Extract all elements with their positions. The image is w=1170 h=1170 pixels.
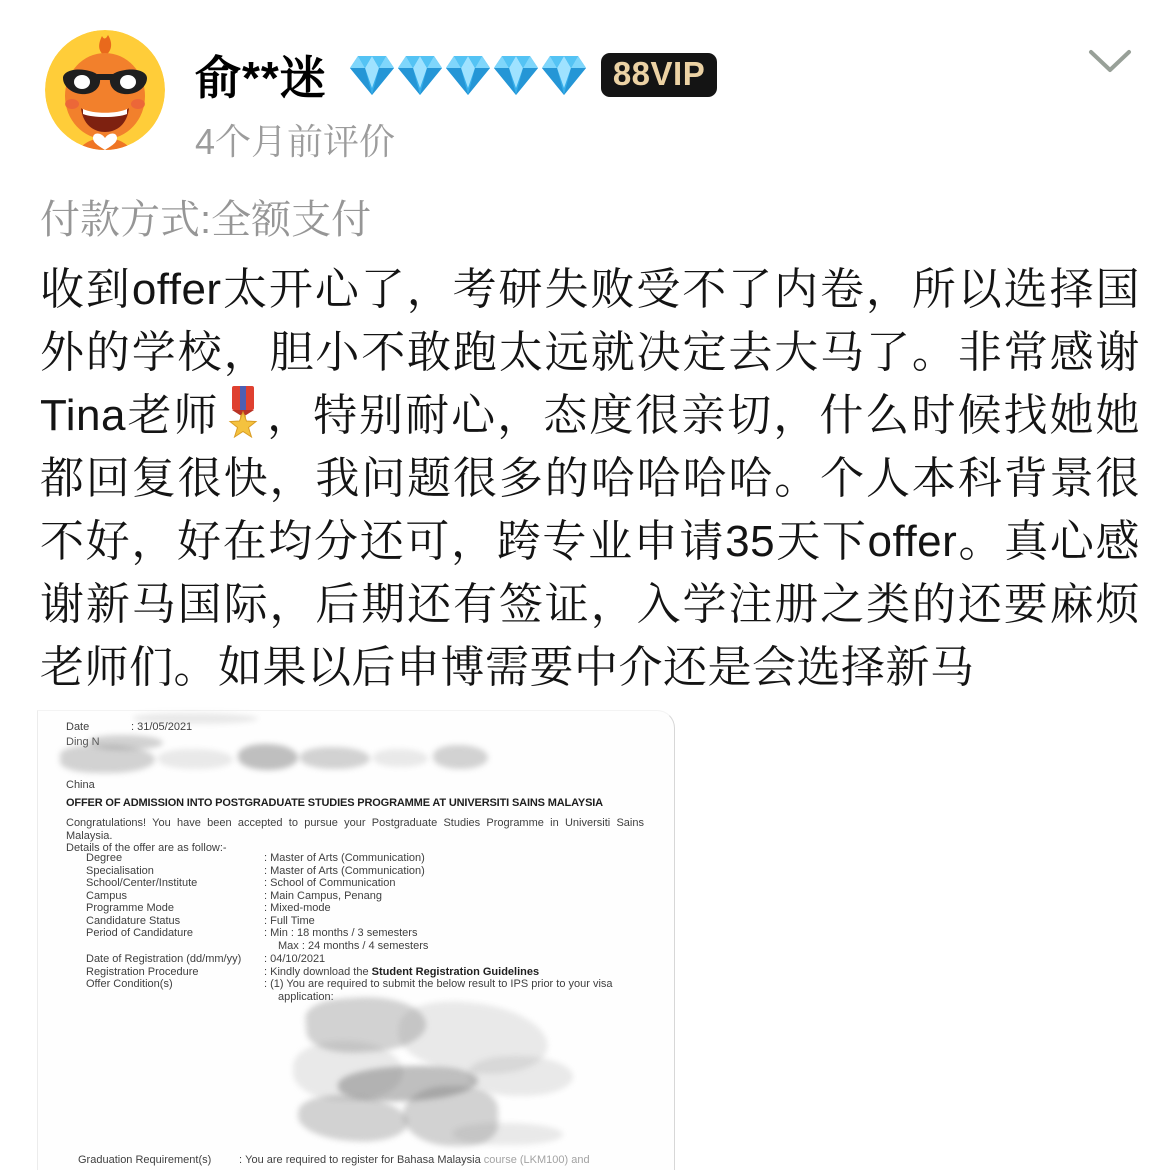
attachment-offer-letter-image[interactable] bbox=[37, 710, 675, 1170]
doc-intro-line1: Congratulations! You have been accepted to pursue your Postgraduate Studies Programme in Universiti Sains Malaysia. bbox=[66, 817, 644, 842]
table-row: School/Center/Institute : School of Communication bbox=[38, 877, 676, 890]
doc-graduation-row: Graduation Requirement(s) : You are required to register for Bahasa Malaysia course (LKM100) and bbox=[38, 1154, 676, 1167]
name-row bbox=[195, 42, 717, 108]
table-row: Period of Candidature : Min : 18 months / 3 semesters bbox=[38, 927, 676, 940]
doc-title: OFFER OF ADMISSION INTO POSTGRADUATE STUDIES PROGRAMME AT UNIVERSITI SAINS MALAYSIA bbox=[66, 797, 603, 809]
review-text-part2: ，特别耐心，态度很亲切，什么时候找她她都回复很快，我问题很多的哈哈哈哈。个人本科背景很不好，好在均分还可，跨专业申请35天下offer。真心感谢新马国际，后期还有签证，入学注册之类的还要麻烦老师们。如果以后申博需要中介还是会选择新马 bbox=[40, 391, 1141, 692]
table-row: Offer Condition(s) : (1) You are required to submit the below result to IPS prior to your visa bbox=[38, 978, 676, 991]
doc-date-value: : 31/05/2021 bbox=[131, 721, 192, 734]
chevron-down-icon[interactable] bbox=[1088, 48, 1132, 74]
doc-intro-line2: Details of the offer are as follow:- bbox=[66, 842, 227, 854]
vip-badge: 88VIP bbox=[601, 53, 717, 97]
redaction-blob bbox=[60, 745, 155, 773]
table-row: Programme Mode : Mixed-mode bbox=[38, 902, 676, 915]
redaction-blob bbox=[133, 713, 258, 724]
doc-recipient-name: Ding N bbox=[66, 736, 100, 748]
doc-recipient-country: China bbox=[66, 779, 95, 791]
payment-method: 付款方式:全额支付 bbox=[40, 198, 372, 242]
table-row-continuation: Max : 24 months / 4 semesters bbox=[278, 939, 429, 952]
redaction-blob bbox=[433, 745, 488, 769]
doc-intro bbox=[66, 817, 644, 855]
redaction-blob bbox=[468, 1056, 573, 1096]
table-row: Campus : Main Campus, Penang bbox=[38, 890, 676, 903]
avatar[interactable] bbox=[45, 30, 165, 150]
diamond-icon bbox=[445, 54, 491, 96]
table-row: Degree : Master of Arts (Communication) bbox=[38, 852, 676, 865]
review-header bbox=[45, 28, 1140, 162]
diamond-icon bbox=[349, 54, 395, 96]
redaction-blob bbox=[373, 749, 428, 767]
review-text bbox=[40, 258, 1140, 699]
table-row: Registration Procedure : Kindly download the Student Registration Guidelines bbox=[38, 966, 676, 979]
table-row: Specialisation : Master of Arts (Communication) bbox=[38, 865, 676, 878]
doc-details-table bbox=[38, 852, 676, 1003]
table-row: Date of Registration (dd/mm/yy) : 04/10/2021 bbox=[38, 953, 676, 966]
review-text-part1: 收到offer太开心了，考研失败受不了内卷，所以选择国外的学校，胆小不敢跑太远就决定去大马了。非常感谢Tina老师 bbox=[40, 265, 1140, 440]
diamond-icon bbox=[397, 54, 443, 96]
military-medal-icon bbox=[226, 386, 260, 438]
table-row: Candidature Status : Full Time bbox=[38, 915, 676, 928]
redaction-blob bbox=[300, 747, 370, 769]
doc-date-label: Date bbox=[66, 721, 90, 733]
redaction-blob bbox=[158, 749, 233, 769]
review-timestamp: 4个月前评价 bbox=[195, 121, 396, 162]
username: 俞**迷 bbox=[195, 52, 327, 104]
redaction-blob bbox=[453, 1123, 563, 1145]
diamond-icon bbox=[541, 54, 587, 96]
member-level-diamonds bbox=[349, 54, 587, 96]
mascot-avatar-image bbox=[45, 30, 165, 150]
redaction-blob bbox=[238, 744, 298, 770]
diamond-icon bbox=[493, 54, 539, 96]
table-row-continuation: application: bbox=[278, 990, 334, 1003]
